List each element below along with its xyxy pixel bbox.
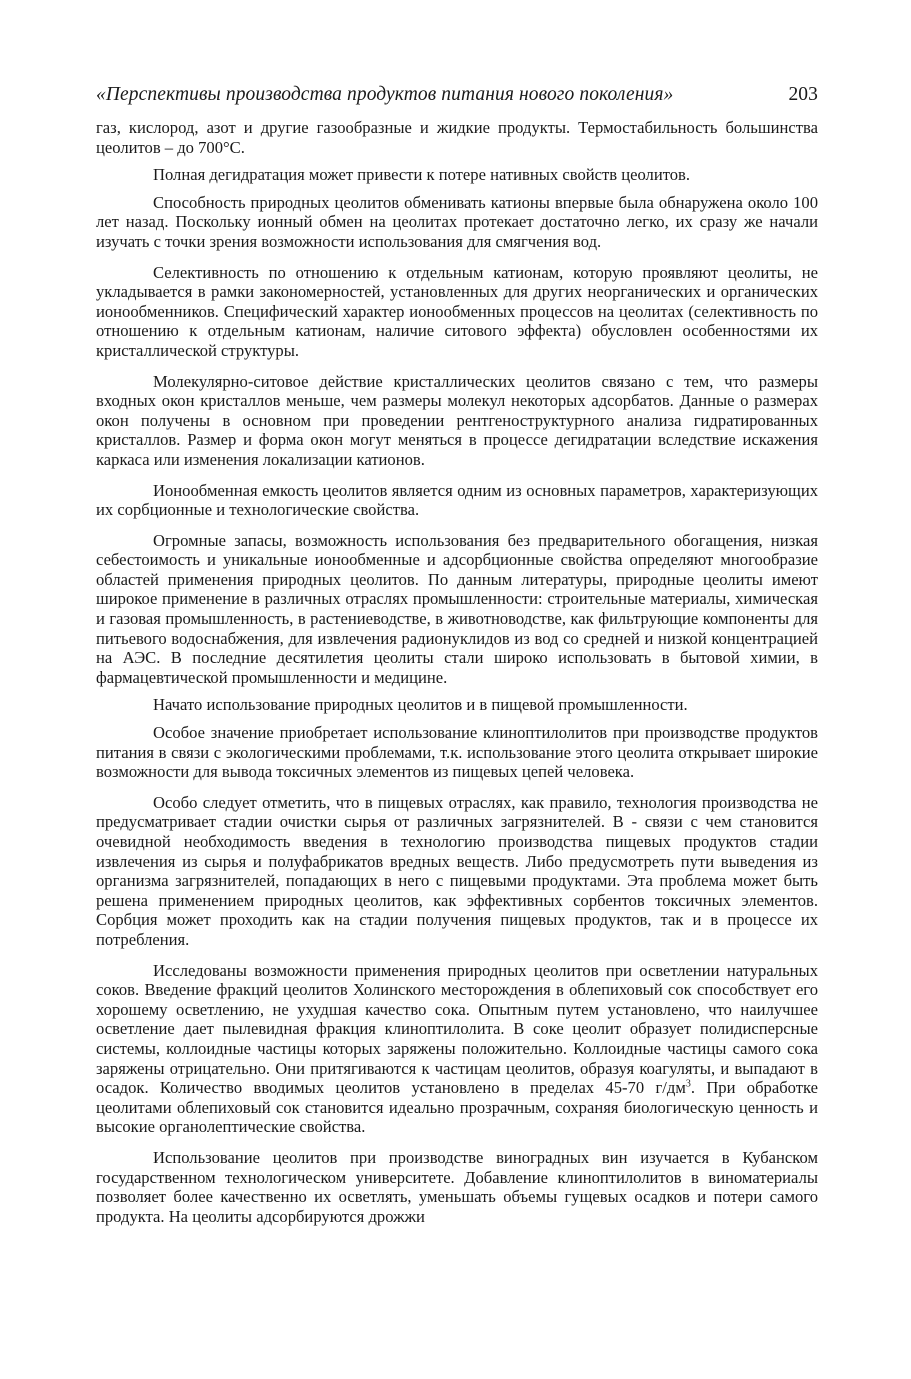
paragraph-1: газ, кислород, азот и другие газообразные и жидкие продукты. Термостабильность большинства цеолитов – до 700°С. bbox=[96, 118, 818, 157]
running-header bbox=[96, 84, 818, 106]
header-title: «Перспективы производства продуктов питания нового поколения» bbox=[96, 84, 674, 105]
paragraph-11-text-end: . При обработке цеолитами облепиховый сок становится идеально прозрачным, сохраняя биологическую ценность и высокие органолептические свойства. bbox=[96, 1078, 818, 1137]
paragraph-7: Огромные запасы, возможность использования без предварительного обогащения, низкая себестоимость и уникальные ионообменные и адсорбционные свойства определяют многообразие областей применения природных цеолитов. По данным литературы, природные цеолиты имеют широкое применение в различных отраслях промышленности: строительные материалы, химическая и газовая промышленность, в растениеводстве, в животноводстве, как фильтрующие компоненты для питьевого водоснабжения, для извлечения радионуклидов из вод со средней и низкой концентрацией на АЭС. В последние десятилетия цеолиты стали широко использовать в бытовой химии, в фармацевтической промышленности и медицине. bbox=[96, 530, 818, 687]
paragraph-5: Молекулярно-ситовое действие кристаллических цеолитов связано с тем, что размеры входных окон кристаллов меньше, чем размеры молекул некоторых адсорбатов. Данные о размерах окон получены в основном при проведении рентгеноструктурного анализа гидратированных кристаллов. Размер и форма окон могут меняться в процессе дегидратации вследствие искажения каркаса или изменения локализации катионов. bbox=[96, 371, 818, 469]
paragraph-9: Особое значение приобретает использование клиноптилолитов при производстве продуктов питания в связи с экологическими проблемами, т.к. использование этого цеолита открывает широкие возможности для вывода токсичных элементов из пищевых цепей человека. bbox=[96, 723, 818, 782]
paragraph-11-text: Исследованы возможности применения природных цеолитов при осветлении натуральных соков. Введение фракций цеолитов Холинского месторождения в облепиховый сок способствует его хорошему осветлению, не ухудшая качество сока. Опытным путем установлено, что наилучшее осветление дает пылевидная фракция клиноптилолита. В соке цеолит образует полидисперсные системы, коллоидные частицы которых заряжены положительно. Коллоидные частицы самого сока заряжены отрицательно. Они притягиваются к частицам цеолитов, образуя коагуляты, и выпадают в осадок. Количество вводимых цеолитов установлено в пределах 45-70 г/дм bbox=[96, 960, 818, 1098]
paragraph-10: Особо следует отметить, что в пищевых отраслях, как правило, технология производства не предусматривает стадии очистки сырья от различных загрязнителей. В - связи с чем становится очевидной необходимость введения в технологию производства пищевых продуктов стадии извлечения из сырья и полуфабрикатов вредных веществ. Либо предусмотреть пути выведения из организма загрязнителей, попадающих в него с пищевыми продуктами. Эта проблема может быть решена применением природных цеолитов, как эффективных сорбентов токсичных элементов. Сорбция может проходить как на стадии получения пищевых продуктов, так и в процессе их потребления. bbox=[96, 792, 818, 949]
document-page bbox=[96, 84, 818, 1237]
body-text bbox=[96, 118, 818, 1226]
paragraph-8: Начато использование природных цеолитов и в пищевой промышленности. bbox=[153, 695, 688, 715]
paragraph-2: Полная дегидратация может привести к потере нативных свойств цеолитов. bbox=[153, 165, 691, 185]
page-number: 203 bbox=[788, 84, 818, 105]
paragraph-3: Способность природных цеолитов обменивать катионы впервые была обнаружена около 100 лет назад. Поскольку ионный обмен на цеолитах протекает достаточно легко, их сразу же начали изучать с точки зрения возможности использования для смягчения вод. bbox=[96, 192, 818, 251]
paragraph-4: Селективность по отношению к отдельным катионам, которую проявляют цеолиты, не укладывается в рамки закономерностей, установленных для других неорганических и органических ионообменников. Специфический характер ионообменных процессов на цеолитах (селективность по отношению к отдельным катионам, наличие ситового эффекта) обусловлен особенностями их кристаллической структуры. bbox=[96, 262, 818, 360]
paragraph-12: Использование цеолитов при производстве виноградных вин изучается в Кубанском государственном технологическом университете. Добавление клиноптилолитов в виноматериалы позволяет более качественно их осветлять, уменьшать объемы гущевых осадков и потери самого продукта. На цеолиты адсорбируются дрожжи bbox=[96, 1147, 818, 1226]
paragraph-11 bbox=[96, 961, 818, 1137]
superscript-3: 3 bbox=[685, 1078, 691, 1090]
paragraph-6: Ионообменная емкость цеолитов является одним из основных параметров, характеризующих их сорбционные и технологические свойства. bbox=[96, 480, 818, 520]
